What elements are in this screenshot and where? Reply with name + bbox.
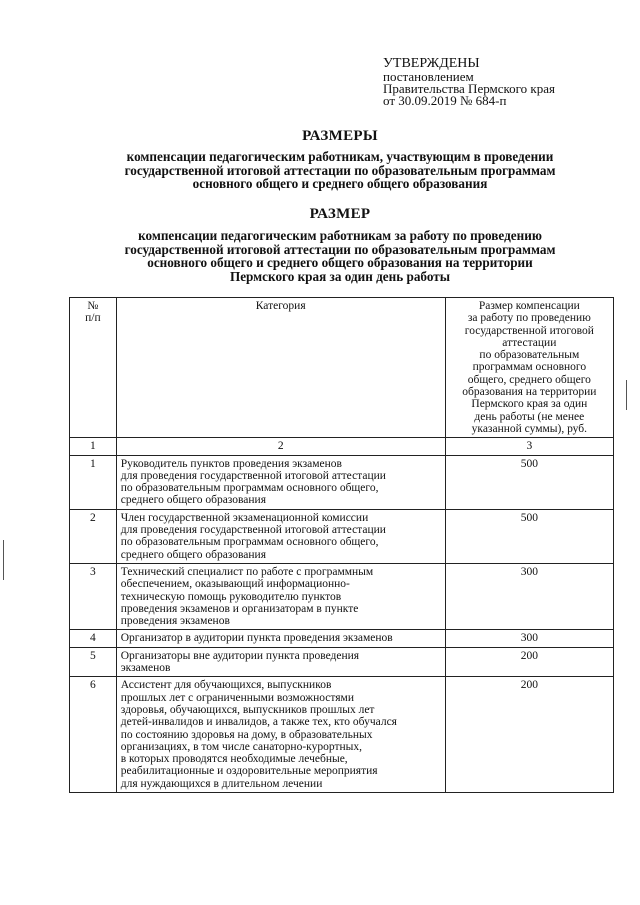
category-line: реабилитационные и оздоровительные мероприятия (120, 765, 378, 778)
row-category (116, 455, 445, 509)
category-line: проведения экзаменов (120, 615, 230, 628)
row-number: 1 (70, 455, 117, 509)
table-row (70, 509, 614, 563)
category-line: для проведения государственной итоговой аттестации (120, 524, 386, 537)
category-line: прошлых лет с ограниченными возможностями (120, 691, 354, 704)
document-subtitle (40, 150, 640, 191)
header-amount-line: за работу по проведению (467, 312, 591, 325)
category-line: обеспечением, оказывающий информационно- (120, 578, 350, 591)
row-amount: 500 (445, 509, 613, 563)
header-amount-line: программам основного (472, 361, 587, 374)
category-line: Технический специалист по работе с программным (120, 565, 374, 578)
category-line: по состоянию здоровья на дому, в образовательных (120, 728, 373, 741)
category-line: Организатор в аудитории пункта проведения экзаменов (120, 632, 393, 645)
column-number: 2 (116, 438, 445, 455)
header-amount-line: образования на территории (462, 386, 597, 399)
header-number-line: № (87, 300, 99, 312)
header-amount-line: по образовательным (479, 349, 580, 362)
category-line: для нуждающихся в длительном лечении (120, 777, 323, 790)
row-amount: 300 (445, 563, 613, 629)
section-title: РАЗМЕР (309, 206, 371, 222)
header-amount-line: Размер компенсации (478, 300, 580, 312)
approval-government: Правительства Пермского края (383, 81, 555, 96)
category-line: среднего общего образования (120, 548, 266, 561)
category-line: по образовательным программам основного общего, (120, 536, 379, 549)
column-number: 3 (445, 438, 613, 455)
row-number: 5 (70, 647, 117, 677)
table-header-row (70, 298, 614, 438)
category-line: детей-инвалидов и инвалидов, а также тех, кто обучался (120, 716, 397, 729)
row-category (116, 677, 445, 793)
header-amount-line: аттестации (502, 336, 557, 349)
row-number: 3 (70, 563, 117, 629)
row-category (116, 630, 445, 647)
header-amount (445, 298, 613, 438)
category-line: в которых проводятся необходимые лечебные, (120, 753, 348, 766)
header-number-line: п/п (85, 312, 101, 325)
subtitle-line: Пермского края за один день работы (229, 268, 451, 284)
subtitle-line: государственной итоговой аттестации по образовательным программам (124, 241, 556, 257)
scan-edge-mark (626, 380, 627, 410)
scan-edge-mark (3, 540, 4, 580)
header-category: Категория (116, 298, 445, 438)
category-line: Руководитель пунктов проведения экзаменов (120, 457, 342, 470)
approval-resolution: постановлением (383, 69, 474, 84)
subtitle-line: государственной итоговой аттестации по образовательным программам (124, 162, 556, 178)
header-amount-line: общего, среднего общего (467, 373, 591, 386)
category-line: здоровья, обучающихся, выпускников прошлых лет (120, 703, 375, 716)
row-amount: 500 (445, 455, 613, 509)
category-line: для проведения государственной итоговой аттестации (120, 469, 386, 482)
row-category (116, 509, 445, 563)
subtitle-line: основного общего и среднего общего образования (192, 176, 488, 191)
category-line: среднего общего образования (120, 494, 266, 507)
category-line: экзаменов (120, 662, 171, 675)
approval-heading: УТВЕРЖДЕНЫ (383, 56, 480, 71)
row-amount: 300 (445, 630, 613, 647)
table-row (70, 677, 614, 793)
category-line: по образовательным программам основного общего, (120, 482, 379, 495)
category-line: Организаторы вне аудитории пункта проведения (120, 649, 360, 662)
document-title: РАЗМЕРЫ (302, 128, 378, 144)
row-amount: 200 (445, 677, 613, 793)
subtitle-line: компенсации педагогическим работникам, участвующим в проведении (126, 149, 554, 164)
category-line: организациях, в том числе санаторно-курортных, (120, 740, 362, 753)
table-row (70, 647, 614, 677)
category-line: проведения экзаменов и организаторам в пункте (120, 602, 359, 615)
approval-date-number: от 30.09.2019 № 684-п (383, 93, 507, 108)
column-numbering-row (70, 438, 614, 455)
subtitle-line: основного общего и среднего общего образования на территории (147, 255, 533, 270)
category-line: техническую помощь руководителю пунктов (120, 590, 342, 603)
row-number: 6 (70, 677, 117, 793)
row-number: 4 (70, 630, 117, 647)
table-row (70, 630, 614, 647)
column-number: 1 (70, 438, 117, 455)
table-row (70, 563, 614, 629)
row-category (116, 563, 445, 629)
section-subtitle (40, 229, 640, 283)
table-row (70, 455, 614, 509)
category-line: Член государственной экзаменационной комиссии (120, 511, 369, 524)
category-line: Ассистент для обучающихся, выпускников (120, 679, 332, 692)
header-amount-line: указанной суммы), руб. (471, 422, 587, 435)
compensation-table (69, 297, 614, 793)
row-category (116, 647, 445, 677)
header-amount-line: государственной итоговой (464, 324, 594, 337)
row-number: 2 (70, 509, 117, 563)
header-amount-line: день работы (не менее (474, 410, 585, 423)
header-amount-line: Пермского края за один (471, 398, 588, 411)
approval-stamp (383, 56, 555, 107)
row-amount: 200 (445, 647, 613, 677)
header-number (70, 298, 117, 438)
subtitle-line: компенсации педагогическим работникам за работу по проведению (138, 228, 542, 243)
